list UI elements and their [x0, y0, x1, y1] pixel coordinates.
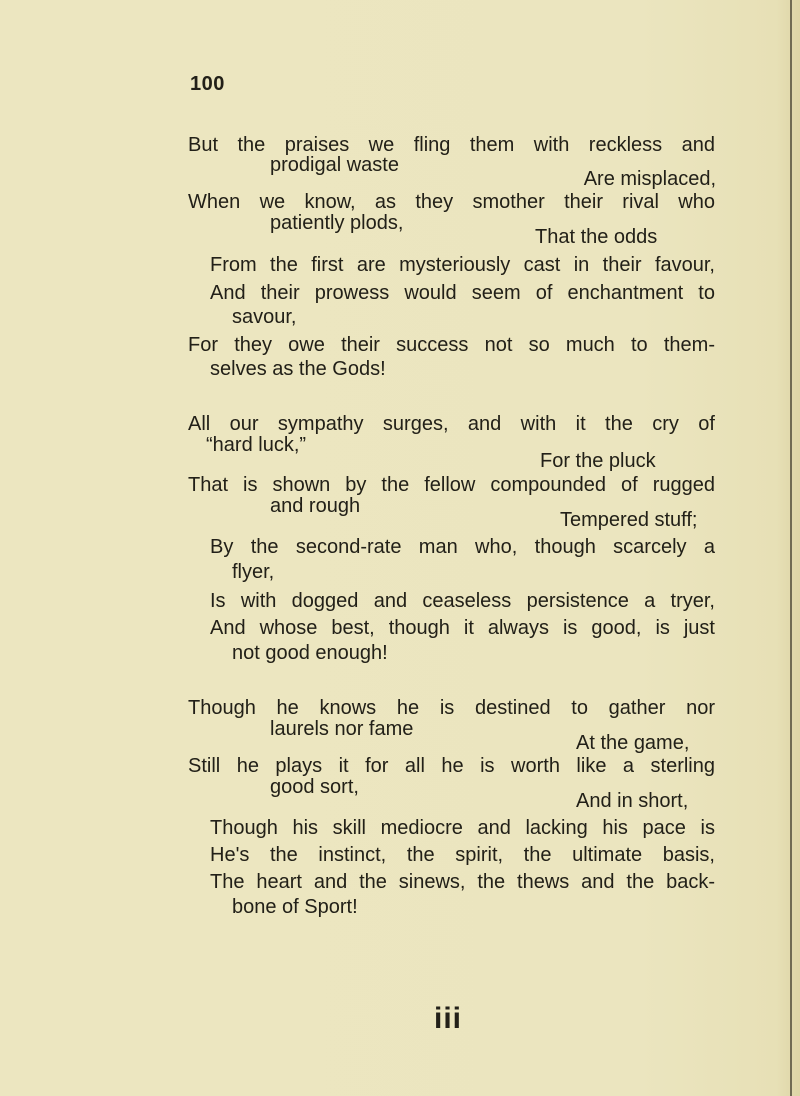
verse-line: And their prowess would seem of enchantment to [210, 282, 715, 304]
verse-line: Though he knows he is destined to gather nor [188, 697, 715, 719]
verse-line: Still he plays it for all he is worth like a sterling [188, 755, 715, 777]
verse-line: good sort, [270, 776, 359, 798]
verse-line: Are misplaced, [583, 168, 716, 190]
verse-line: laurels nor fame [270, 718, 414, 740]
verse-line: Tempered stuff; [560, 509, 698, 531]
verse-line: For they owe their success not so much to them- [188, 334, 715, 356]
verse-line: At the game, [576, 732, 690, 754]
verse-line: not good enough! [232, 642, 388, 664]
verse-line: He's the instinct, the spirit, the ultimate basis, [210, 844, 715, 866]
verse-line: bone of Sport! [232, 896, 358, 918]
ornament: iii [434, 1002, 463, 1035]
verse-line: And in short, [576, 790, 689, 812]
verse-line: “hard luck,” [206, 434, 307, 456]
verse-line: flyer, [232, 561, 275, 583]
verse-line: All our sympathy surges, and with it the cry of [188, 413, 715, 435]
verse-line: By the second-rate man who, though scarcely a [210, 536, 715, 558]
verse-line: For the pluck [540, 450, 656, 472]
verse-line: Is with dogged and ceaseless persistence a tryer, [210, 590, 715, 612]
page-number: 100 [190, 73, 225, 95]
verse-line: selves as the Gods! [210, 358, 386, 380]
verse-line: That is shown by the fellow compounded of rugged [188, 474, 715, 496]
verse-line: And whose best, though it always is good, is just [210, 617, 715, 639]
verse-line: patiently plods, [270, 212, 404, 234]
verse-line: savour, [232, 306, 297, 328]
verse-line: prodigal waste [270, 154, 399, 176]
verse-line: But the praises we fling them with reckless and [188, 134, 715, 156]
verse-line: and rough [270, 495, 361, 517]
verse-line: Though his skill mediocre and lacking his pace is [210, 817, 715, 839]
page-edge-line [790, 0, 792, 1096]
verse-line: That the odds [535, 226, 658, 248]
verse-line: When we know, as they smother their rival who [188, 191, 715, 213]
verse-line: From the first are mysteriously cast in their favour, [210, 254, 715, 276]
verse-line: The heart and the sinews, the thews and the back- [210, 871, 715, 893]
